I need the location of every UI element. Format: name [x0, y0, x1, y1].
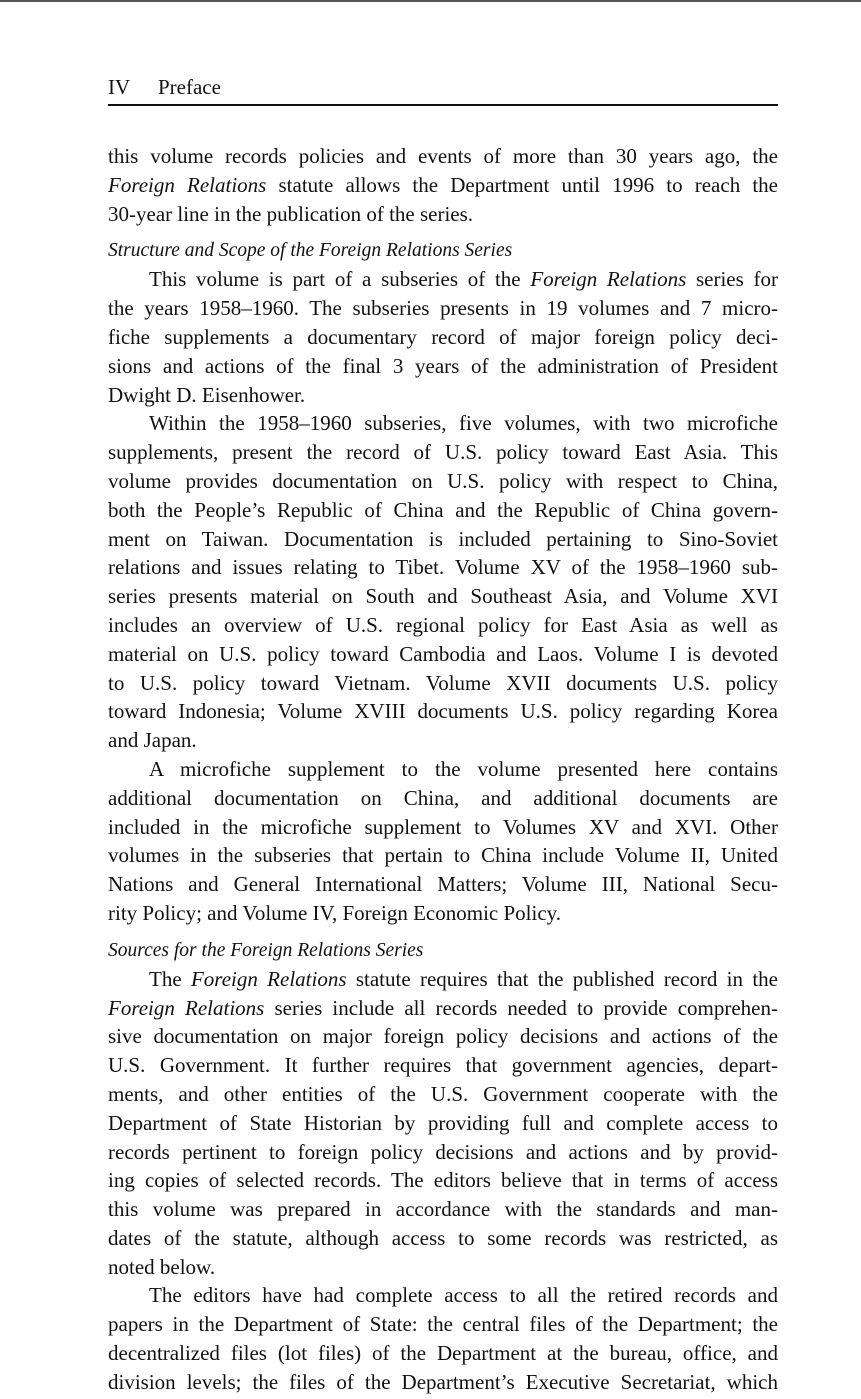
- paragraph-line: toward Indonesia; Volume XVIII documents U.S. policy regarding Korea: [108, 699, 778, 724]
- paragraph-line: ing copies of selected records. The editors believe that in terms of access: [108, 1168, 778, 1193]
- text-line: this volume records policies and events of more than 30 years ago, the: [108, 144, 778, 168]
- paragraph-line: ments, and other entities of the U.S. Government cooperate with the: [108, 1081, 778, 1106]
- book-page: [108, 72, 778, 1399]
- paragraph-line: decentralized files (lot files) of the Department at the bureau, office, and: [108, 1341, 778, 1366]
- paragraph: The editors have had complete access to all the retired records and: [149, 1283, 778, 1308]
- paragraph-line: ment on Taiwan. Documentation is included pertaining to Sino-Soviet: [108, 526, 778, 551]
- paragraph-continued-line: [108, 202, 778, 228]
- paragraph-line: U.S. Government. It further requires that government agencies, depart-: [108, 1053, 778, 1078]
- text-line: 30-year line in the publication of the series.: [108, 201, 474, 226]
- paragraph-line: this volume was prepared in accordance with the standards and man-: [108, 1197, 778, 1222]
- paragraph-line: series presents material on South and Southeast Asia, and Volume XVI: [108, 584, 778, 609]
- paragraph-line: sions and actions of the final 3 years of the administration of President: [108, 353, 778, 378]
- paragraph-line: additional documentation on China, and additional documents are: [108, 785, 778, 810]
- paragraph-line: sive documentation on major foreign policy decisions and actions of the: [108, 1024, 778, 1049]
- paragraph-line: rity Policy; and Volume IV, Foreign Economic Policy.: [108, 900, 562, 925]
- text-line: statute requires that the published record in the: [346, 966, 778, 991]
- paragraph: [108, 267, 778, 293]
- running-head: [108, 72, 778, 106]
- paragraph-line: and Japan.: [108, 728, 197, 753]
- running-title: Preface: [158, 75, 221, 99]
- scan-edge: [0, 0, 861, 2]
- paragraph-line: papers in the Department of State: the central files of the Department; the: [108, 1312, 778, 1337]
- paragraph-line: Dwight D. Eisenhower.: [108, 382, 306, 407]
- text-line: series include all records needed to provide comprehen-: [264, 995, 778, 1020]
- paragraph-line: includes an overview of U.S. regional policy for East Asia as well as: [108, 612, 778, 637]
- paragraph-line: division levels; the files of the Department’s Executive Secretariat, which: [108, 1369, 778, 1394]
- paragraph-line: both the People’s Republic of China and the Republic of China govern-: [108, 497, 778, 522]
- paragraph-line: dates of the statute, although access to some records was restricted, as: [108, 1225, 778, 1250]
- paragraph-line: [108, 996, 778, 1022]
- paragraph-line: volume provides documentation on U.S. policy with respect to China,: [108, 468, 778, 493]
- paragraph: Within the 1958–1960 subseries, five volumes, with two microfiche: [149, 411, 778, 436]
- paragraph-line: Department of State Historian by providing full and complete access to: [108, 1110, 778, 1135]
- paragraph-line: Nations and General International Matters; Volume III, National Secu-: [108, 872, 778, 897]
- paragraph-line: material on U.S. policy toward Cambodia and Laos. Volume I is devoted: [108, 641, 778, 666]
- paragraph-line: volumes in the subseries that pertain to China include Volume II, United: [108, 843, 778, 868]
- paragraph-line: noted below.: [108, 1254, 216, 1279]
- section-heading-sources: Sources for the Foreign Relations Series: [108, 939, 424, 961]
- italic-title: Foreign Relations: [190, 966, 347, 991]
- paragraph-line: fiche supplements a documentary record of major foreign policy deci-: [108, 324, 778, 349]
- section-heading-structure: Structure and Scope of the Foreign Relations Series: [108, 240, 513, 262]
- italic-title: Foreign Relations: [108, 995, 265, 1020]
- text-line: The: [149, 966, 191, 991]
- italic-title: Foreign Relations: [530, 267, 687, 292]
- text-line: series for: [686, 267, 778, 292]
- paragraph-line: supplements, present the record of U.S. policy toward East Asia. This: [108, 440, 778, 465]
- paragraph-line: included in the microfiche supplement to Volumes XV and XVI. Other: [108, 814, 778, 839]
- paragraph-line: relations and issues relating to Tibet. Volume XV of the 1958–1960 sub-: [108, 555, 778, 580]
- paragraph: A microfiche supplement to the volume presented here contains: [149, 756, 778, 781]
- text-line: statute allows the Department until 1996 to reach the: [266, 172, 778, 197]
- paragraph-line: the years 1958–1960. The subseries presents in 19 volumes and 7 micro-: [108, 296, 778, 321]
- paragraph-line: to U.S. policy toward Vietnam. Volume XVII documents U.S. policy: [108, 670, 778, 695]
- paragraph-line: records pertinent to foreign policy decisions and actions and by provid-: [108, 1139, 778, 1164]
- body-text: [108, 144, 778, 1396]
- italic-title: Foreign Relations: [108, 172, 267, 197]
- paragraph-continued: [108, 144, 778, 170]
- paragraph-continued-line: [108, 173, 778, 199]
- text-line: This volume is part of a subseries of the: [149, 267, 531, 292]
- page-number: IV: [108, 75, 131, 99]
- paragraph: [108, 967, 778, 993]
